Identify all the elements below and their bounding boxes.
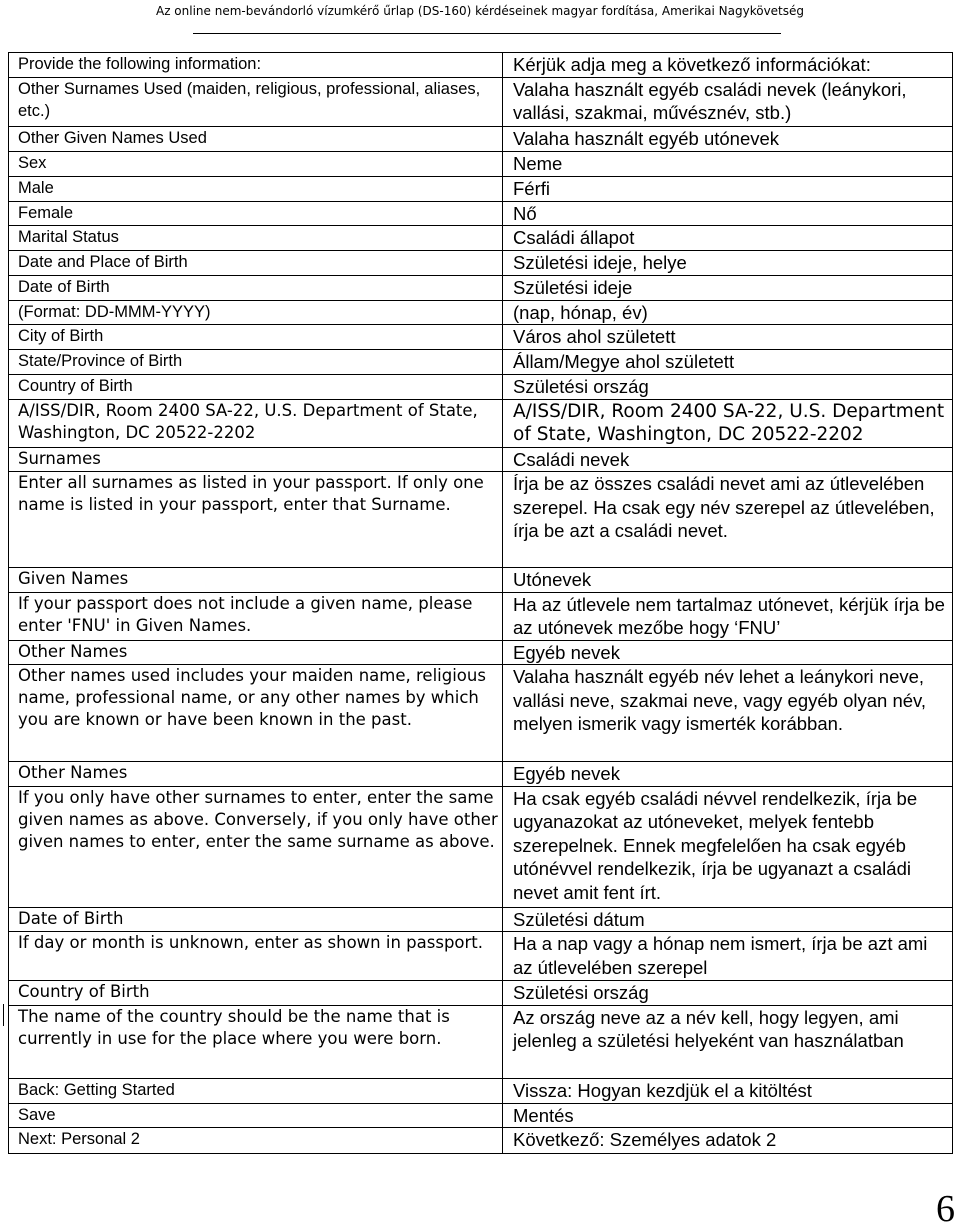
hungarian-text-cell: Születési ideje, helye <box>503 251 953 276</box>
english-text-cell: Date of Birth <box>9 907 503 932</box>
english-text-cell: Enter all surnames as listed in your passport. If only one name is listed in your passport, enter that Surname. <box>9 472 503 568</box>
table-row <box>9 640 953 665</box>
table-row <box>9 1078 953 1103</box>
hungarian-text-cell: Születési dátum <box>503 907 953 932</box>
hungarian-text-cell: Születési ideje <box>503 275 953 300</box>
english-text-cell: Marital Status <box>9 226 503 251</box>
english-text-cell: Male <box>9 176 503 201</box>
english-text-cell: Other Names <box>9 640 503 665</box>
english-text-cell: Back: Getting Started <box>9 1078 503 1103</box>
hungarian-text-cell: Utónevek <box>503 568 953 593</box>
hungarian-text-cell: Valaha használt egyéb családi nevek (leánykori, vallási, szakmai, művésznév, stb.) <box>503 77 953 126</box>
hungarian-text-cell: Férfi <box>503 176 953 201</box>
english-text-cell: City of Birth <box>9 325 503 350</box>
english-text-cell: Given Names <box>9 568 503 593</box>
table-row <box>9 592 953 640</box>
english-text-cell: Surnames <box>9 447 503 472</box>
table-row <box>9 151 953 176</box>
english-text-cell: A/ISS/DIR, Room 2400 SA-22, U.S. Department of State, Washington, DC 20522-2202 <box>9 399 503 447</box>
hungarian-text-cell: Születési ország <box>503 374 953 399</box>
table-row <box>9 201 953 226</box>
hungarian-text-cell: Egyéb nevek <box>503 762 953 787</box>
page-number: 6 <box>936 1188 955 1230</box>
table-row <box>9 762 953 787</box>
english-text-cell: State/Province of Birth <box>9 350 503 375</box>
english-text-cell: Other Surnames Used (maiden, religious, professional, aliases, etc.) <box>9 77 503 126</box>
hungarian-text-cell: Állam/Megye ahol született <box>503 350 953 375</box>
table-row <box>9 932 953 981</box>
hungarian-text-cell: Ha csak egyéb családi névvel rendelkezik, írja be ugyanazokat az utóneveket, melyek fentebb szerepelnek. Ennek megfelelően ha csak egyéb utónévvel rendelkezik, írja be ugyanazt a családi nevet amit fent írt. <box>503 786 953 907</box>
hungarian-text-cell: Egyéb nevek <box>503 640 953 665</box>
english-text-cell: Date and Place of Birth <box>9 251 503 276</box>
hungarian-text-cell: Neme <box>503 151 953 176</box>
table-row <box>9 300 953 325</box>
hungarian-text-cell: Következő: Személyes adatok 2 <box>503 1128 953 1154</box>
table-row <box>9 1103 953 1128</box>
english-text-cell: If day or month is unknown, enter as shown in passport. <box>9 932 503 981</box>
table-row <box>9 251 953 276</box>
english-text-cell: The name of the country should be the name that is currently in use for the place where you were born. <box>9 1005 503 1078</box>
hungarian-text-cell: Írja be az összes családi nevet ami az útlevelében szerepel. Ha csak egy név szerepel az útlevelében, írja be azt a családi nevet. <box>503 472 953 568</box>
english-text-cell: Sex <box>9 151 503 176</box>
table-row <box>9 77 953 126</box>
english-text-cell: Provide the following information: <box>9 53 503 78</box>
hungarian-text-cell: Nő <box>503 201 953 226</box>
table-row <box>9 53 953 78</box>
english-text-cell: Country of Birth <box>9 374 503 399</box>
table-row <box>9 176 953 201</box>
hungarian-text-cell: Valaha használt egyéb utónevek <box>503 126 953 151</box>
english-text-cell: Next: Personal 2 <box>9 1128 503 1154</box>
english-text-cell: If your passport does not include a given name, please enter 'FNU' in Given Names. <box>9 592 503 640</box>
hungarian-text-cell: Város ahol született <box>503 325 953 350</box>
hungarian-text-cell: A/ISS/DIR, Room 2400 SA-22, U.S. Department of State, Washington, DC 20522-2202 <box>503 399 953 447</box>
translation-table-body <box>9 53 953 1154</box>
hungarian-text-cell: Kérjük adja meg a következő információkat: <box>503 53 953 78</box>
table-row <box>9 275 953 300</box>
english-text-cell: Date of Birth <box>9 275 503 300</box>
english-text-cell: (Format: DD-MMM-YYYY) <box>9 300 503 325</box>
table-row <box>9 325 953 350</box>
hungarian-text-cell: Ha az útlevele nem tartalmaz utónevet, kérjük írja be az utónevek mezőbe hogy ‘FNU’ <box>503 592 953 640</box>
hungarian-text-cell: (nap, hónap, év) <box>503 300 953 325</box>
page-header: Az online nem-bevándorló vízumkérő űrlap (DS-160) kérdéseinek magyar fordítása, Amerikai Nagykövetség <box>155 4 805 18</box>
translation-table <box>8 52 953 1154</box>
margin-change-bar <box>3 1004 4 1026</box>
table-row <box>9 1128 953 1154</box>
english-text-cell: Female <box>9 201 503 226</box>
header-rule <box>193 33 781 34</box>
hungarian-text-cell: Valaha használt egyéb név lehet a leánykori neve, vallási neve, szakmai neve, vagy egyéb olyan név, melyen ismerik vagy ismerték korábban. <box>503 665 953 762</box>
table-row <box>9 786 953 907</box>
table-row <box>9 472 953 568</box>
hungarian-text-cell: Vissza: Hogyan kezdjük el a kitöltést <box>503 1078 953 1103</box>
english-text-cell: Country of Birth <box>9 981 503 1006</box>
table-row <box>9 568 953 593</box>
table-row <box>9 399 953 447</box>
english-text-cell: Other Given Names Used <box>9 126 503 151</box>
table-row <box>9 226 953 251</box>
table-row <box>9 665 953 762</box>
english-text-cell: If you only have other surnames to enter, enter the same given names as above. Conversely, if you only have other given names to enter, enter the same surname as above. <box>9 786 503 907</box>
english-text-cell: Other Names <box>9 762 503 787</box>
hungarian-text-cell: Születési ország <box>503 981 953 1006</box>
hungarian-text-cell: Mentés <box>503 1103 953 1128</box>
table-row <box>9 374 953 399</box>
table-row <box>9 1005 953 1078</box>
table-row <box>9 447 953 472</box>
english-text-cell: Save <box>9 1103 503 1128</box>
english-text-cell: Other names used includes your maiden name, religious name, professional name, or any other names by which you are known or have been known in the past. <box>9 665 503 762</box>
hungarian-text-cell: Ha a nap vagy a hónap nem ismert, írja be azt ami az útlevelében szerepel <box>503 932 953 981</box>
table-row <box>9 907 953 932</box>
hungarian-text-cell: Az ország neve az a név kell, hogy legyen, ami jelenleg a születési helyeként van használatban <box>503 1005 953 1078</box>
table-row <box>9 981 953 1006</box>
hungarian-text-cell: Családi nevek <box>503 447 953 472</box>
table-row <box>9 350 953 375</box>
hungarian-text-cell: Családi állapot <box>503 226 953 251</box>
table-row <box>9 126 953 151</box>
